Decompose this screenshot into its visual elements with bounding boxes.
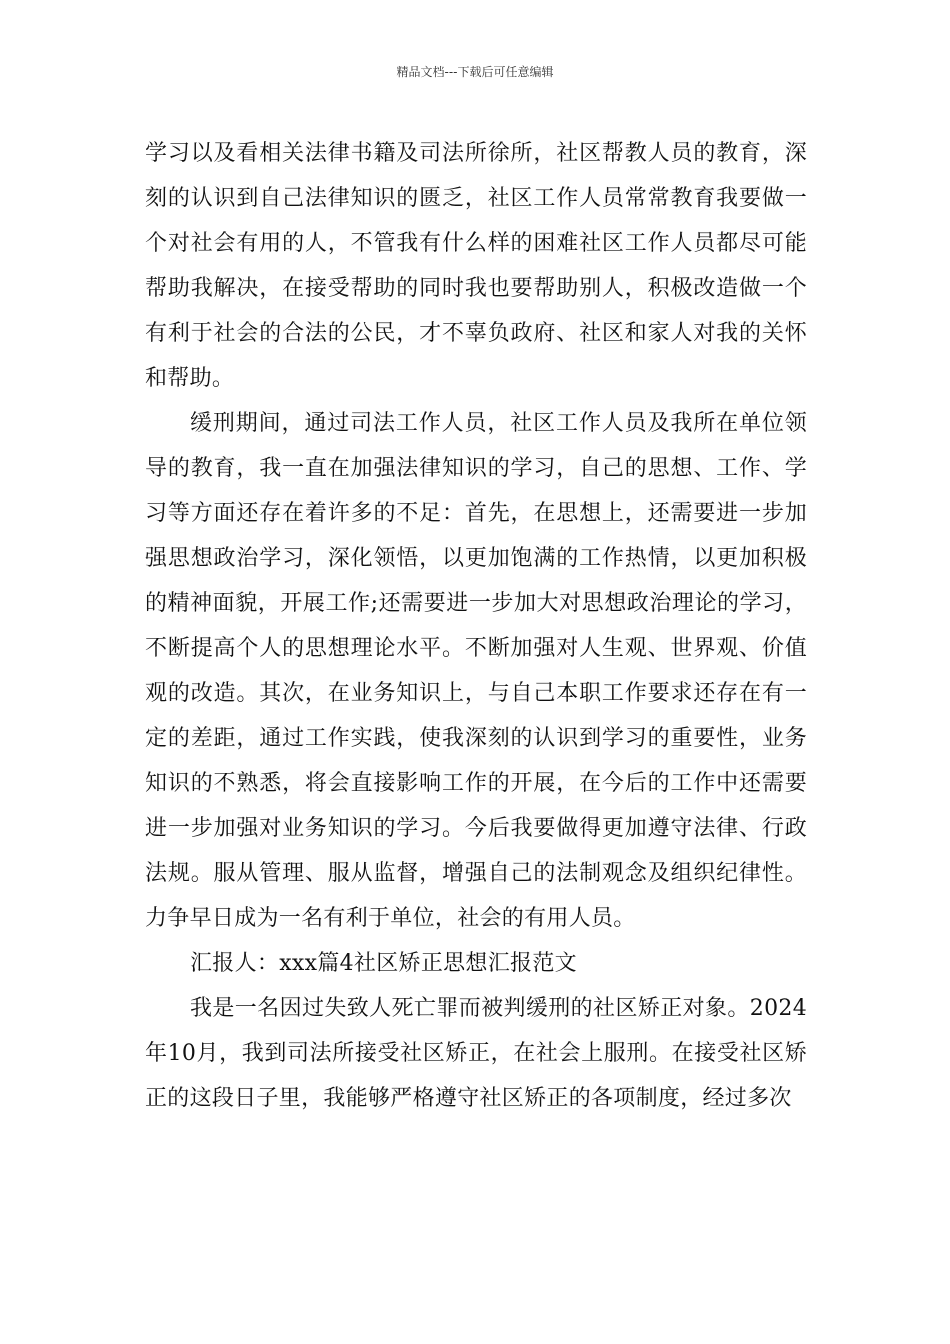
page-header: 精品文档---下载后可任意编辑	[396, 65, 554, 79]
paragraph-continued: 学习以及看相关法律书籍及司法所徐所，社区帮教人员的教育，深刻的认识到自己法律知识的匮乏，社区工作人员常常教育我要做一个对社会有用的人，不管我有什么样的困难社区工作人员都尽可能帮助我解决，在接受帮助的同时我也要帮助别人，积极改造做一个有利于社会的合法的公民，才不辜负政府、社区和家人对我的关怀和帮助。	[145, 141, 807, 391]
document-body	[145, 131, 807, 1121]
paragraph-new-report-intro: 我是一名因过失致人死亡罪而被判缓刑的社区矫正对象。2024年10月，我到司法所接受社区矫正，在社会上服刑。在接受社区矫正的这段日子里，我能够严格遵守社区矫正的各项制度，经过多次	[145, 996, 807, 1111]
paragraph-signature-and-title: 汇报人：xxx篇4社区矫正思想汇报范文	[190, 951, 577, 976]
paragraph-probation-study: 缓刑期间，通过司法工作人员，社区工作人员及我所在单位领导的教育，我一直在加强法律知识的学习，自己的思想、工作、学习等方面还存在着许多的不足：首先，在思想上，还需要进一步加强思想政治学习，深化领悟，以更加饱满的工作热情，以更加积极的精神面貌，开展工作;还需要进一步加大对思想政治理论的学习，不断提高个人的思想理论水平。不断加强对人生观、世界观、价值观的改造。其次，在业务知识上，与自己本职工作要求还存在有一定的差距，通过工作实践，使我深刻的认识到学习的重要性，业务知识的不熟悉，将会直接影响工作的开展，在今后的工作中还需要进一步加强对业务知识的学习。今后我要做得更加遵守法律、行政法规。服从管理、服从监督，增强自己的法制观念及组织纪律性。力争早日成为一名有利于单位，社会的有用人员。	[145, 411, 807, 931]
